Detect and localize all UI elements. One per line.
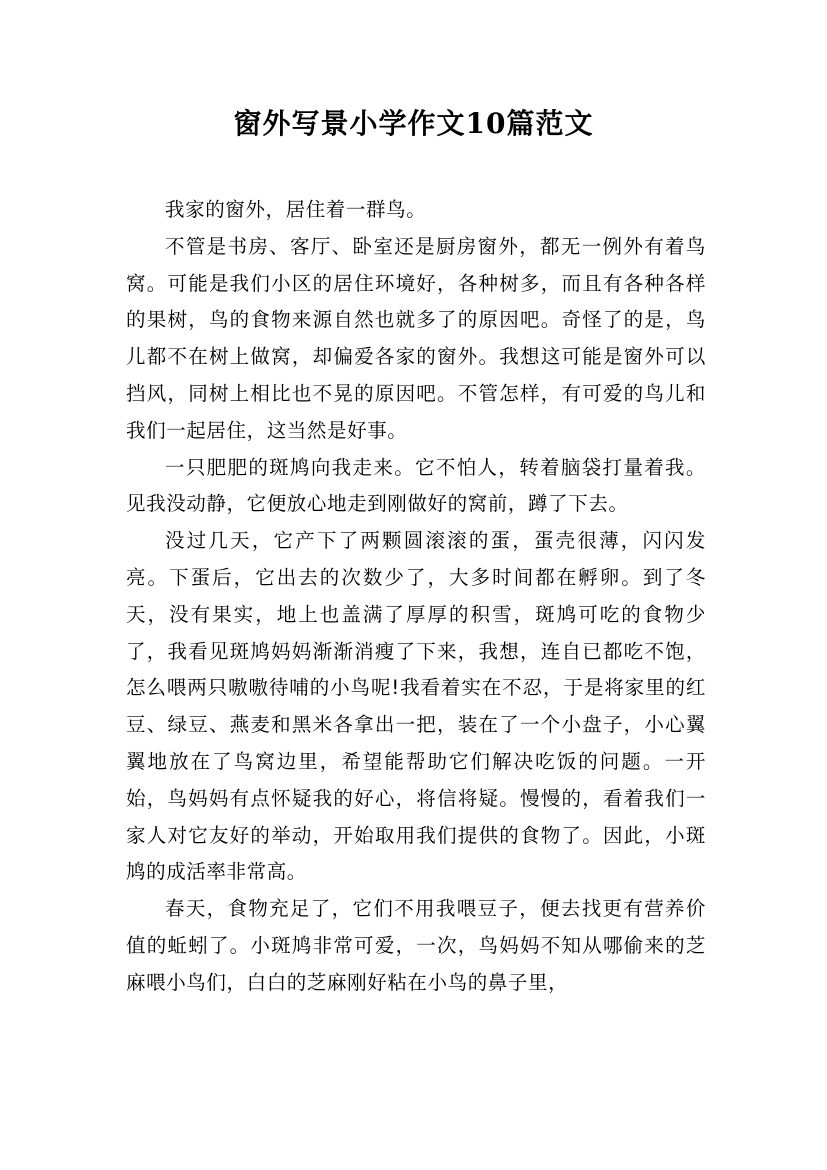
document-body (126, 192, 706, 1002)
paragraph: 没过几天，它产下了两颗圆滚滚的蛋，蛋壳很薄，闪闪发亮。下蛋后，它出去的次数少了，大多时间都在孵卵。到了冬天，没有果实，地上也盖满了厚厚的积雪，斑鸠可吃的食物少了，我看见斑鸠妈妈渐渐消瘦了下来，我想，连自已都吃不饱，怎么喂两只嗷嗷待哺的小鸟呢!我看着实在不忍，于是将家里的红豆、绿豆、燕麦和黑米各拿出一把，装在了一个小盘子，小心翼翼地放在了鸟窝边里，希望能帮助它们解决吃饭的问题。一开始，鸟妈妈有点怀疑我的好心，将信将疑。慢慢的，看着我们一家人对它友好的举动，开始取用我们提供的食物了。因此，小斑鸠的成活率非常高。 (126, 529, 706, 884)
paragraph: 春天，食物充足了，它们不用我喂豆子，便去找更有营养价值的蚯蚓了。小斑鸠非常可爱，一次，鸟妈妈不知从哪偷来的芝麻喂小鸟们，白白的芝麻刚好粘在小鸟的鼻子里， (126, 897, 706, 994)
paragraph: 我家的窗外，居住着一群鸟。 (165, 198, 427, 221)
paragraph: 一只肥肥的斑鸠向我走来。它不怕人，转着脑袋打量着我。见我没动静，它便放心地走到刚做好的窝前，蹲了下去。 (126, 455, 706, 516)
document-title: 窗外写景小学作文10篇范文 (233, 107, 594, 140)
paragraph: 不管是书房、客厅、卧室还是厨房窗外，都无一例外有着鸟窝。可能是我们小区的居住环境好，各种树多，而且有各种各样的果树，鸟的食物来源自然也就多了的原因吧。奇怪了的是，鸟儿都不在树上做窝，却偏爱各家的窗外。我想这可能是窗外可以挡风，同树上相比也不晃的原因吧。不管怎样，有可爱的鸟儿和我们一起居住，这当然是好事。 (126, 234, 706, 442)
